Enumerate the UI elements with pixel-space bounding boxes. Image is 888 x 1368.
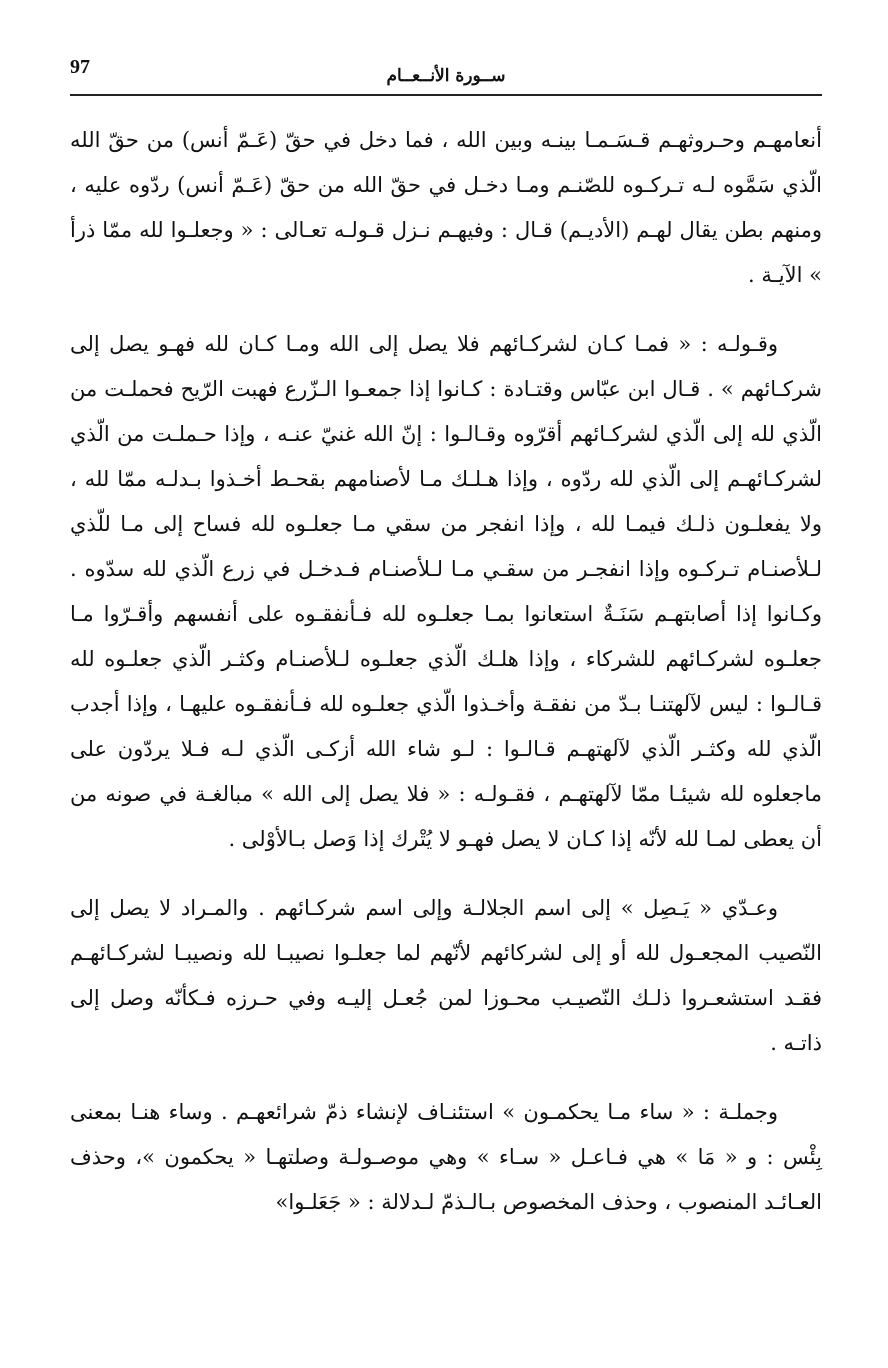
surah-title: ســورة الأنــعــام [386, 66, 506, 86]
page-number: 97 [70, 56, 90, 78]
page-body [70, 118, 822, 1225]
paragraph-4: وجملـة : « ساء مـا يحكمـون » استئنـاف لإنشاء ذمّ شرائعهـم . وساء هنـا بمعنى بِئْس : و « مَا » هي فـاعـل « سـاء » وهي موصـولـة وصلتهـا « يحكمون »، وحذف العـائـد المنصوب ، وحذف المخصوص بـالـذمّ لـدلالة : « جَعَلـوا» [70, 1100, 822, 1214]
paragraph-2: وقـولـه : « فمـا كـان لشركـائهم فلا يصل إلى الله ومـا كـان لله فهـو يصل إلى شركـائهم » . قـال ابن عبّاس وقتـادة : كـانوا إذا جمعـوا الـزّرع فهبت الرّيح فحملـت من الّذي لله إلى الّذي لشركـائهم أقرّوه وقـالـوا : إنّ الله غنيّ عنـه ، وإذا حـملـت من الّذي لشركـائهـم إلى الّذي لله ردّوه ، وإذا هـلـك مـا لأصنامهم بقحـط أخـذوا بـدلـه ممّا لله ، ولا يفعلـون ذلـك فيمـا لله ، وإذا انفجر من سقي مـا جعلـوه لله فساح إلى مـا للّذي لـلأصنـام تـركـوه وإذا انفجـر من سقـي مـا لـلأصنـام فـدخـل في زرع الّذي لله سدّوه . وكـانوا إذا أصابتهـم سَنَـةٌ استعانوا بمـا جعلـوه لله فـأنفقـوه على أنفسهم وأقـرّوا مـا جعلـوه لشركـائهم للشركاء ، وإذا هلـك الّذي جعلـوه لـلأصنـام وكثـر الّذي جعلـوه لله قـالـوا : ليس لآلهتنـا بـدّ من نفقـة وأخـذوا الّذي جعلـوه لله فـأنفقـوه عليهـا ، وإذا أجدب الّذي لله وكثـر الّذي لآلهتهـم قـالـوا : لـو شاء الله أزكـى الّذي لـه فـلا يردّون على ماجعلوه لله شيئـا ممّا لآلهتهـم ، فقـولـه : « فلا يصل إلى الله » مبالغـة في صونه من أن يعطى لمـا لله لأنّه إذا كـان لا يصل فهـو لا يُتْرك إذا وَصل بـالأوْلى . [70, 332, 823, 851]
page-header [70, 52, 822, 96]
paragraph-3: وعـدّي « يَـصِل » إلى اسم الجلالـة وإلى اسم شركـائهم . والمـراد لا يصل إلى النّصيب المجعـول لله أو إلى لشركائهم لأنّهم لما جعلـوا نصيبـا لله ونصيبـا لشركـائهـم فقـد استشعـروا ذلـك النّصيـب محـوزا لمن جُعـل إليـه وفي حـرزه فـكأنّه وصل إلى ذاتـه . [70, 896, 822, 1055]
paragraph-1: أنعامهـم وحـروثهـم قـسَـمـا بينـه وبين الله ، فما دخل في حقّ (عَـمّ أنس) من حقّ الله الّذي سَمَّوه لـه تـركـوه للصّنـم ومـا دخـل في حقّ الله من حقّ (عَـمّ أنس) ردّوه عليه ، ومنهم بطن يقال لهـم (الأديـم) قـال : وفيهـم نـزل قـولـه تعـالى : « وجعلـوا لله ممّا ذرأ » الآيـة . [70, 128, 822, 287]
book-page [70, 52, 822, 1312]
